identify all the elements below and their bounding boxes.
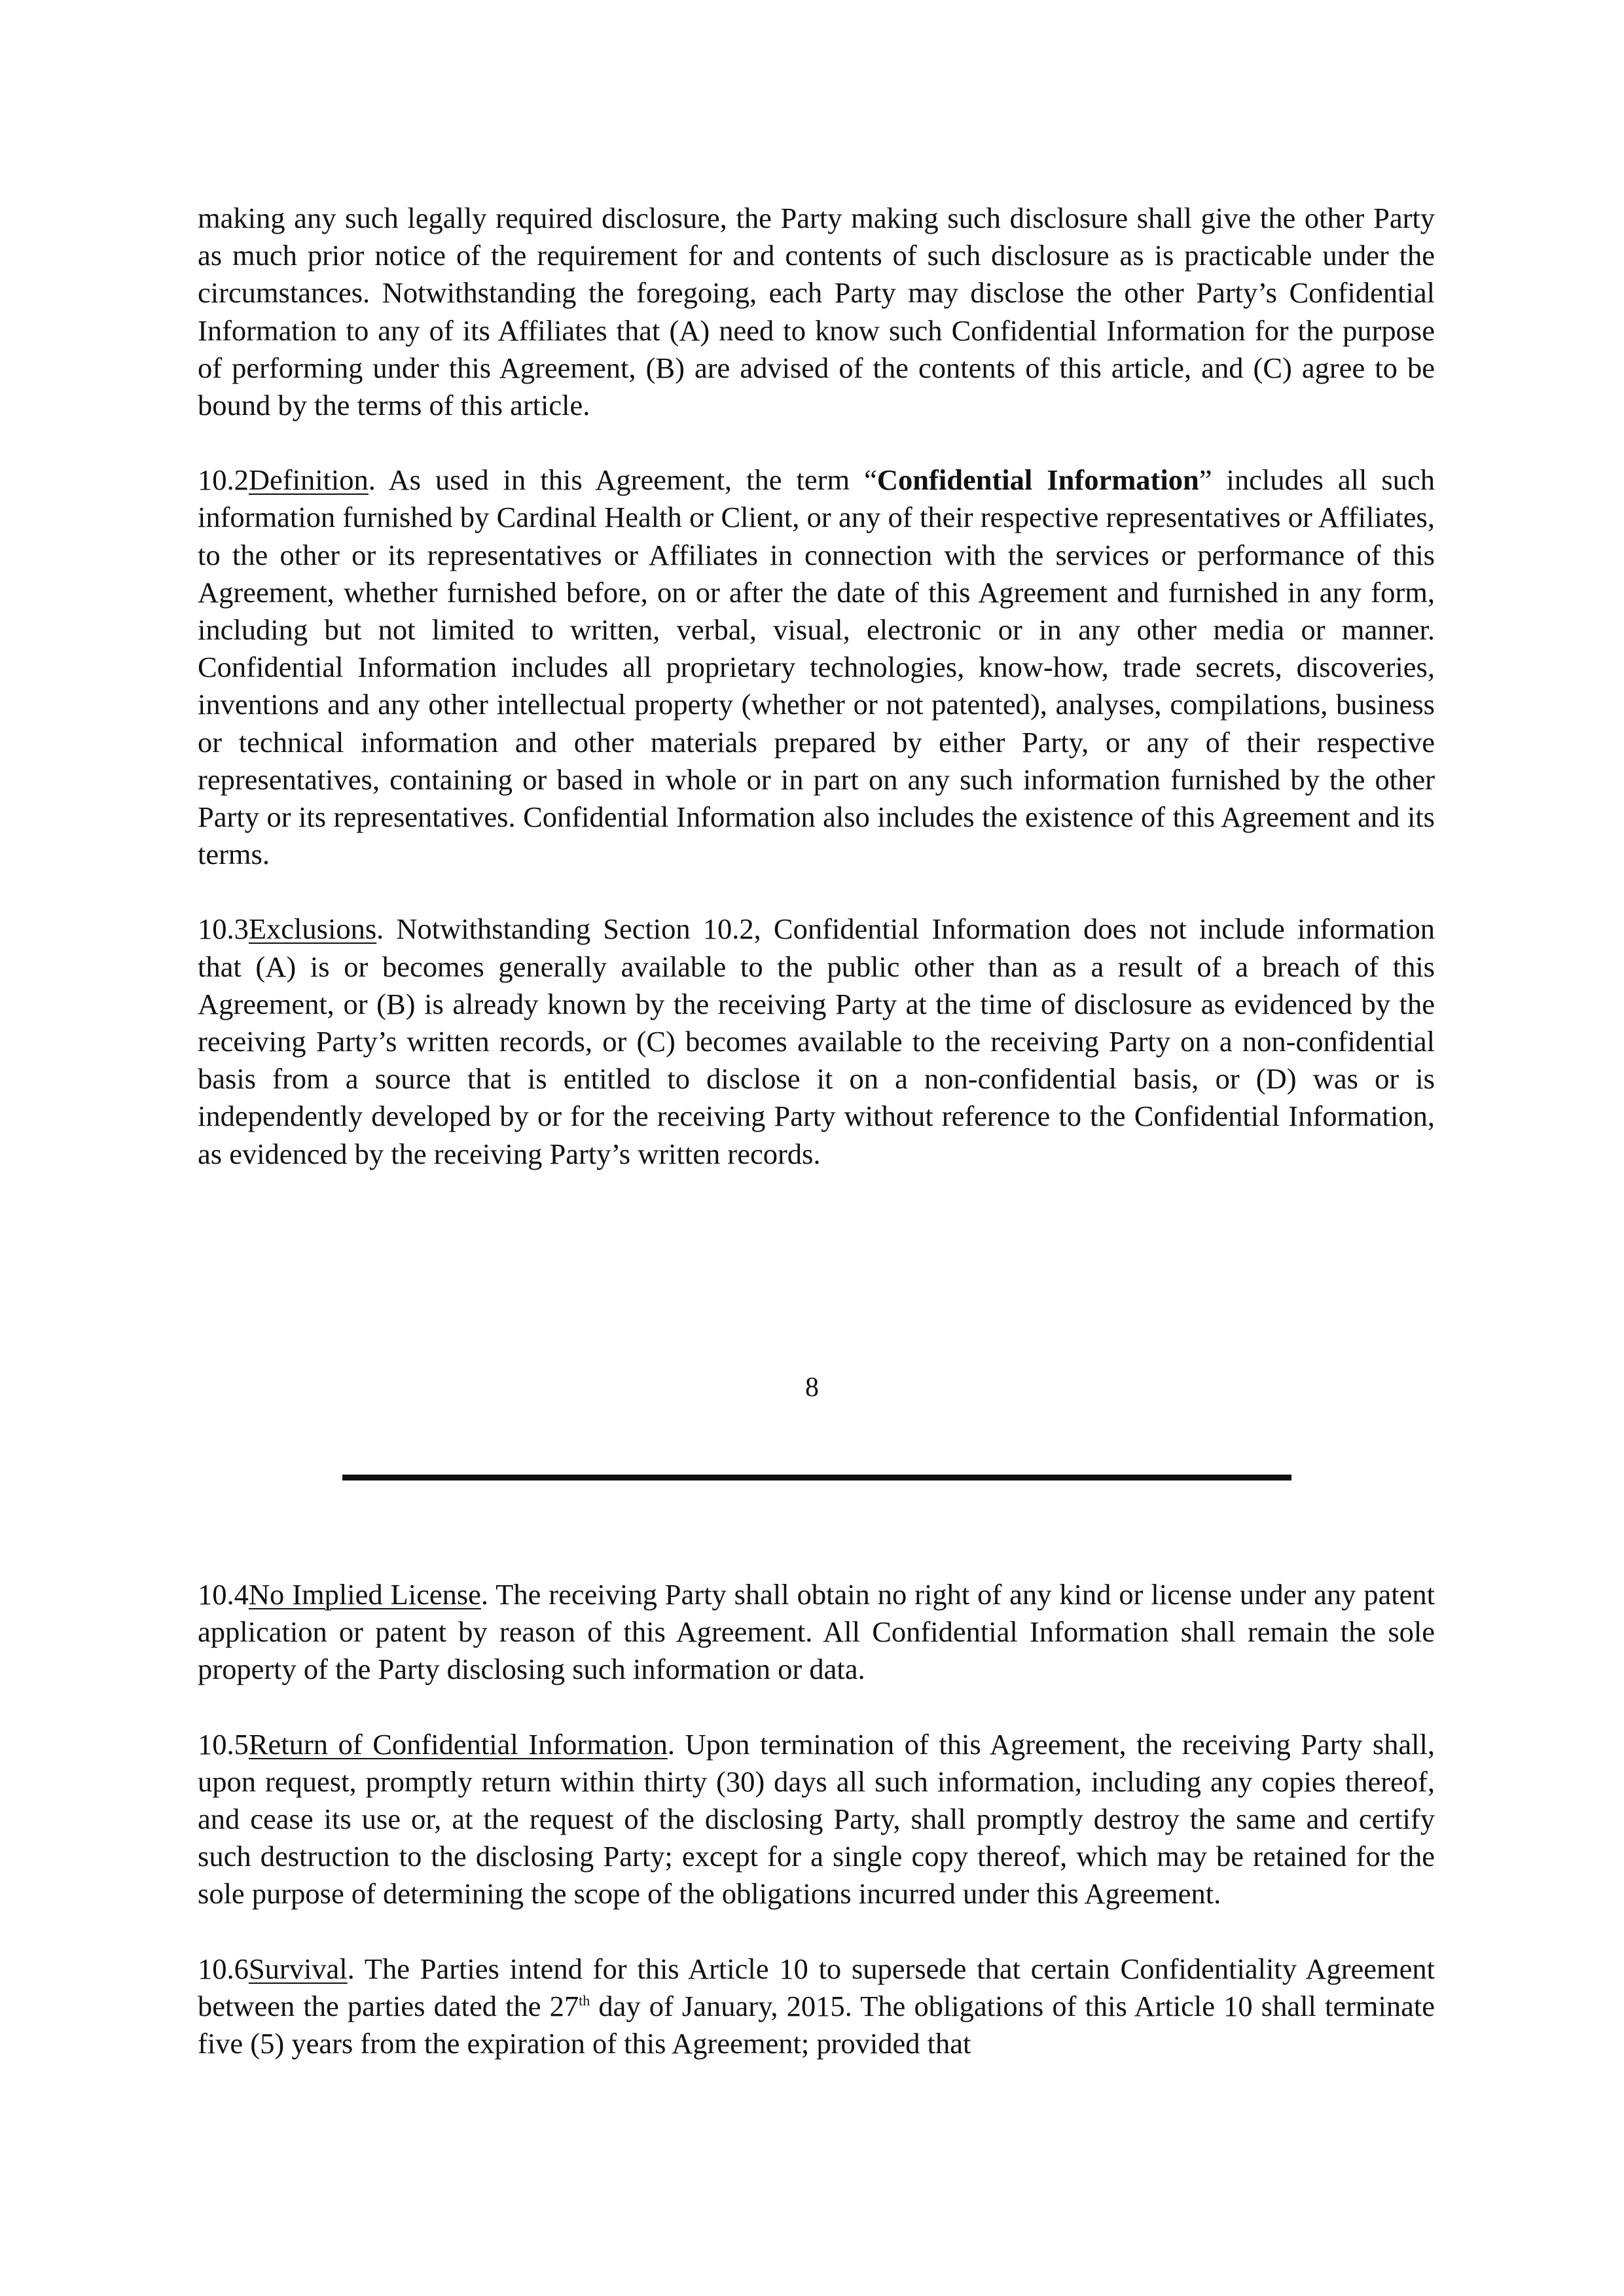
section-text: . Notwithstanding Section 10.2, Confidential Information does not include information that (A) is or becomes generally available to the public other than as a result of a breach of this Agreement, or (B) is already known by the receiving Party at the time of disclosure as evidenced by the receiving Party’s written records, or (C) becomes available to the receiving Party on a non-confidential basis from a source that is entitled to disclose it on a non-confidential basis, or (D) was or is independently developed by or for the receiving Party without reference to the Confidential Information, as evidenced by the receiving Party’s written records. [198, 912, 1435, 1170]
section-number: 10.2 [198, 463, 249, 497]
section-10-4-paragraph [198, 1576, 1435, 1689]
section-number: 10.4 [198, 1578, 249, 1611]
section-heading: No Implied License [248, 1578, 481, 1611]
section-10-6-paragraph [198, 1950, 1435, 2063]
section-text: . As used in this Agreement, the term “ [368, 463, 877, 497]
section-text: . The Parties intend for this Article 10 to supersede that certain Confidentiality Agreement between the parties dated the 27 [198, 1952, 1435, 2022]
section-number: 10.3 [198, 912, 249, 946]
section-10-3-paragraph [198, 910, 1435, 1172]
section-heading: Definition [248, 463, 369, 497]
section-heading: Return of Confidential Information [248, 1727, 668, 1761]
top-text-block [198, 200, 1435, 1173]
section-10-5-paragraph [198, 1726, 1435, 1913]
section-text: . The receiving Party shall obtain no right of any kind or license under any patent application or patent by reason of this Agreement. All Confidential Information shall remain the sole property of the Party disclosing such information or data. [198, 1578, 1435, 1686]
section-heading: Survival [248, 1952, 348, 1985]
section-text: day of January, 2015. The obligations of this Article 10 shall terminate five (5) years from the expiration of this Agreement; provided that [198, 1989, 1435, 2060]
continuation-text: making any such legally required disclosure, the Party making such disclosure shall give the other Party as much prior notice of the requirement for and contents of such disclosure as is practicable under the circumstances. Notwithstanding the foregoing, each Party may disclose the other Party’s Confidential Information to any of its Affiliates that (A) need to know such Confidential Information for the purpose of performing under this Agreement, (B) are advised of the contents of this article, and (C) agree to be bound by the terms of this article. [198, 202, 1435, 422]
bottom-text-block [198, 1576, 1435, 2062]
page-break-divider [342, 1475, 1291, 1480]
section-text: . Upon termination of this Agreement, the receiving Party shall, upon request, promptly return within thirty (30) days all such information, including any copies thereof, and cease its use or, at the request of the disclosing Party, shall promptly destroy the same and certify such destruction to the disclosing Party; except for a single copy thereof, which may be retained for the sole purpose of determining the scope of the obligations incurred under this Agreement. [198, 1727, 1435, 1910]
continuation-paragraph [198, 200, 1435, 424]
page-number: 8 [805, 1372, 819, 1403]
defined-term: Confidential Information [876, 463, 1199, 497]
section-number: 10.6 [198, 1952, 249, 1985]
section-heading: Exclusions [248, 912, 377, 946]
section-10-2-paragraph [198, 461, 1435, 873]
section-text: ” includes all such information furnished by Cardinal Health or Client, or any of their respective representatives or Affiliates, to the other or its representatives or Affiliates in connection with the services or performance of this Agreement, whether furnished before, on or after the date of this Agreement and furnished in any form, including but not limited to written, verbal, visual, electronic or in any other media or manner. Confidential Information includes all proprietary technologies, know-how, trade secrets, discoveries, inventions and any other intellectual property (whether or not patented), analyses, compilations, business or technical information and other materials prepared by either Party, or any of their respective representatives, containing or based in whole or in part on any such information furnished by the other Party or its representatives. Confidential Information also includes the existence of this Agreement and its terms. [198, 463, 1435, 871]
section-number: 10.5 [198, 1727, 249, 1761]
ordinal-superscript: th [579, 1992, 590, 2009]
